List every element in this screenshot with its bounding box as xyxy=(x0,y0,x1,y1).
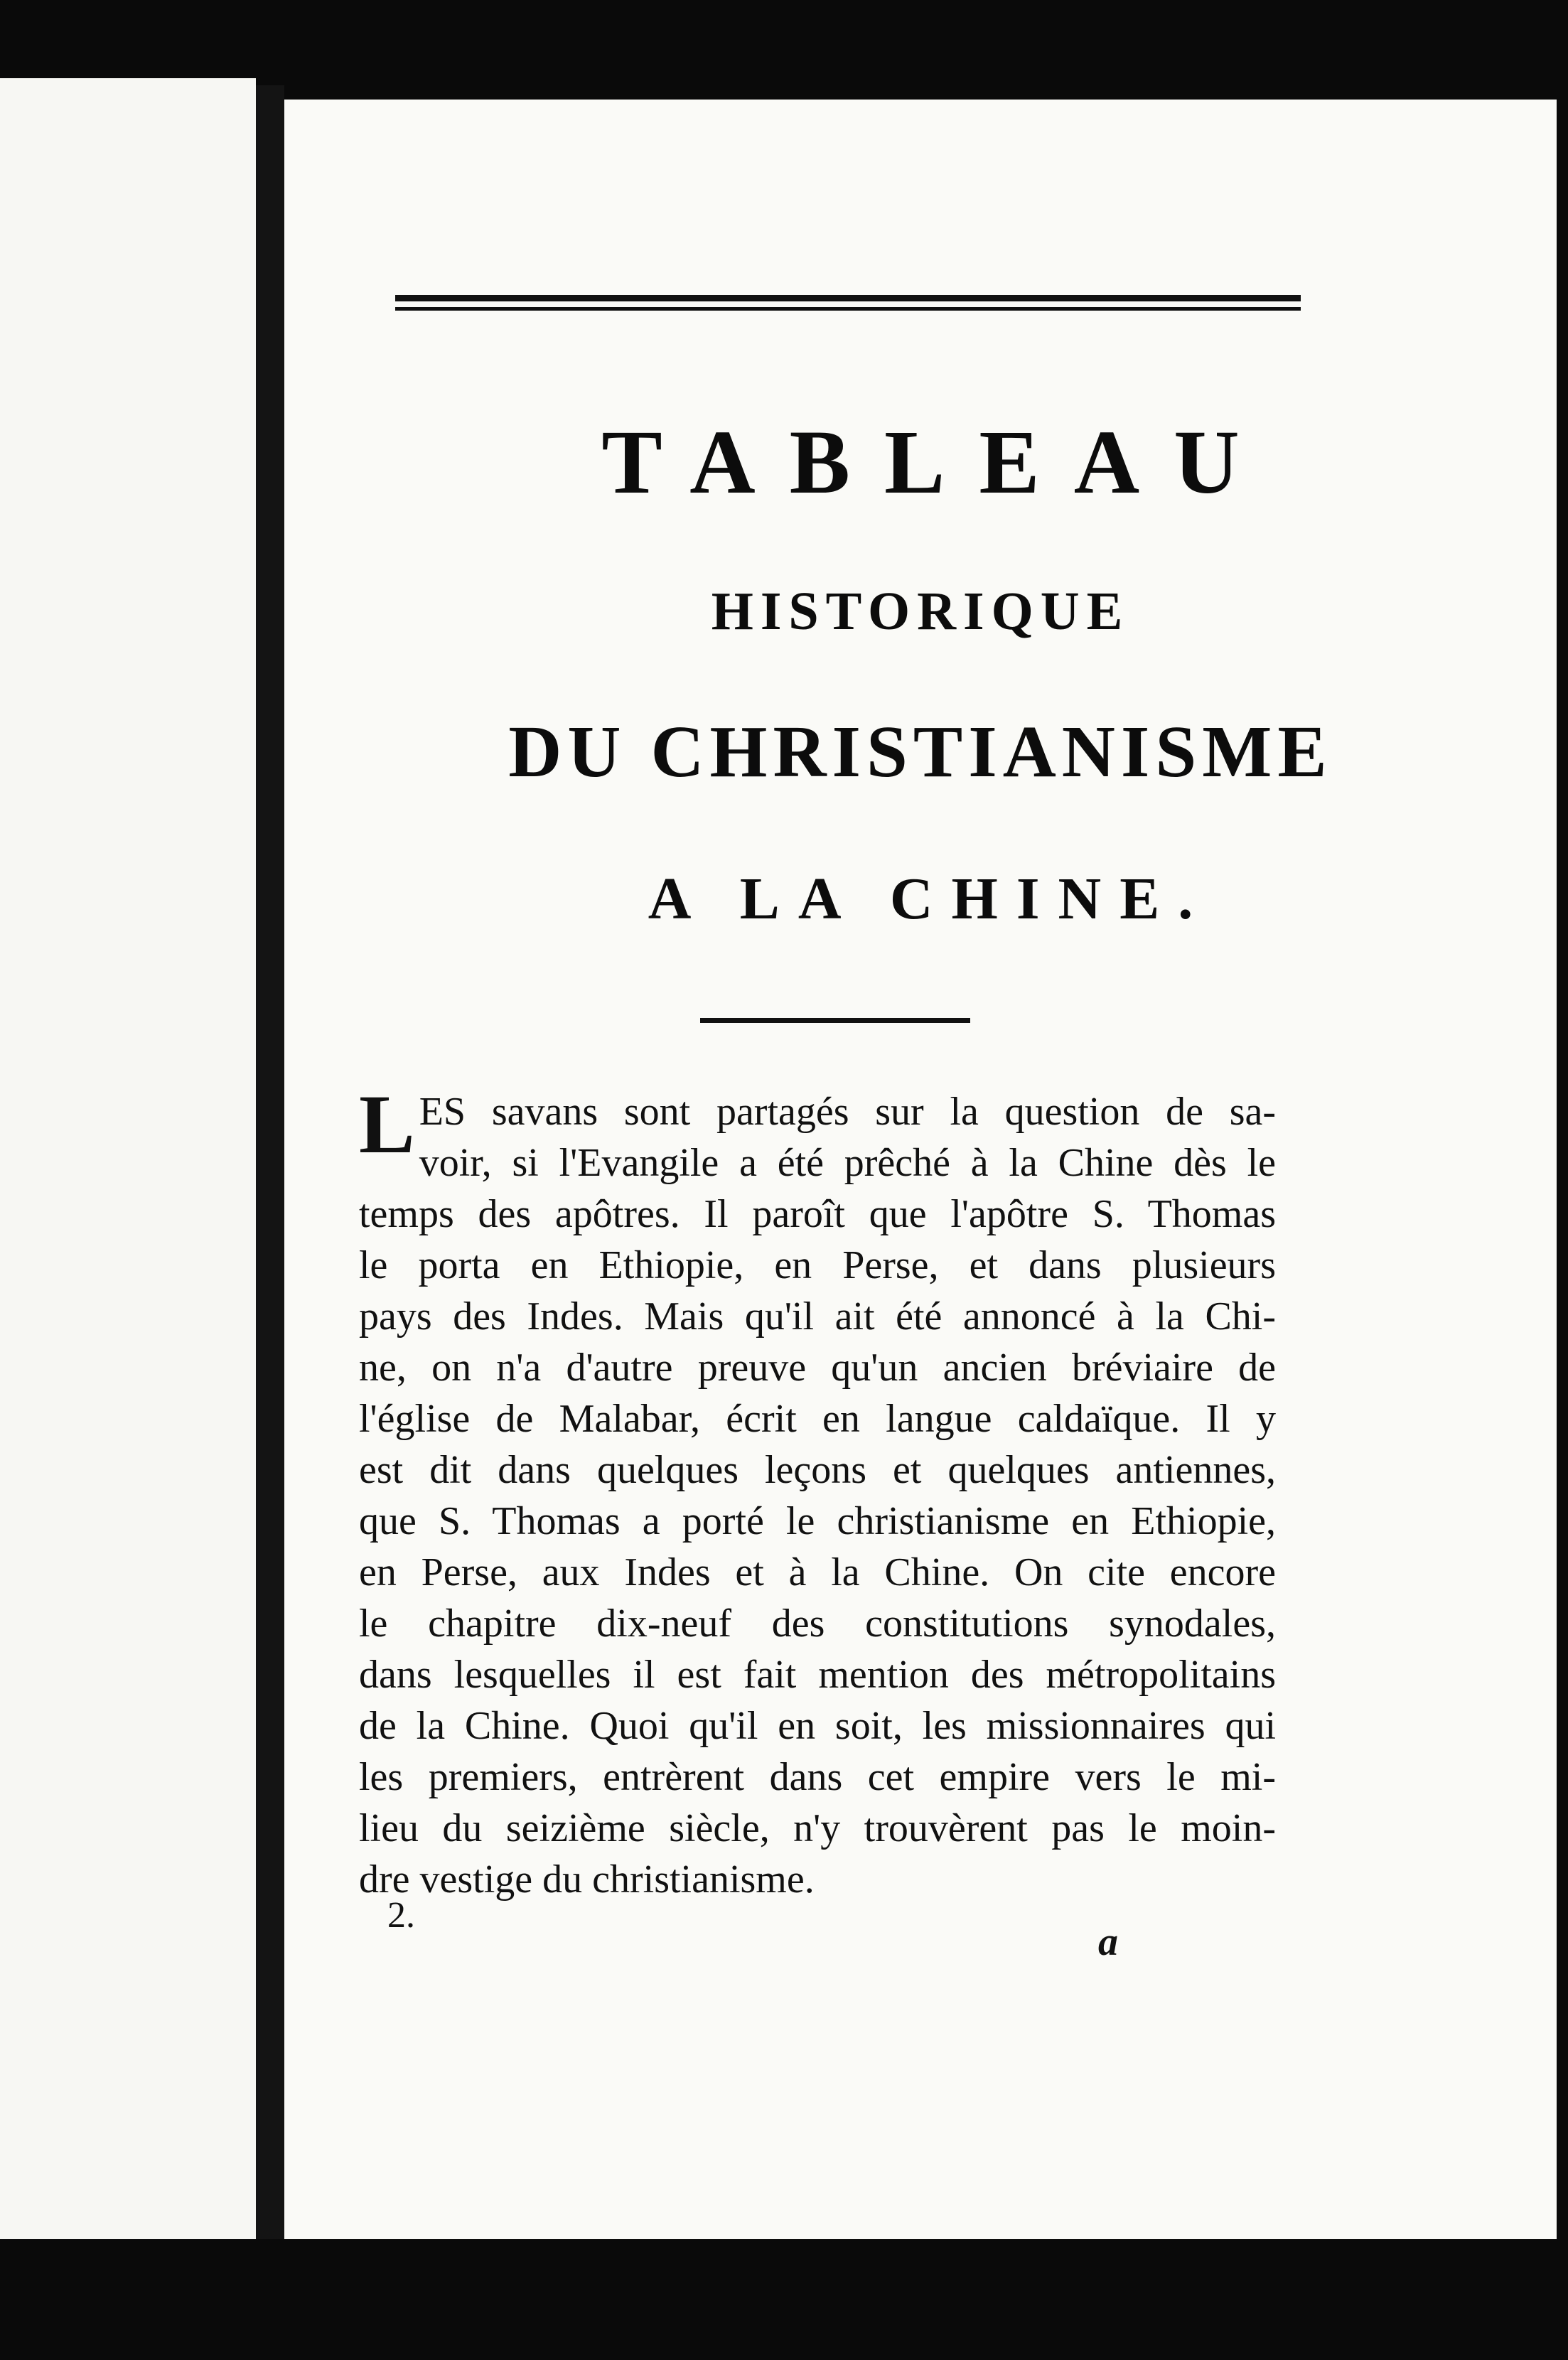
text-line: pays des Indes. Mais qu'il ait été annoncé à la Chi- xyxy=(359,1294,1276,1339)
signature-mark: a xyxy=(1098,1920,1118,1964)
text-line: ne, on n'a d'autre preuve qu'un ancien bréviaire de xyxy=(359,1346,1276,1390)
text-line: en Perse, aux Indes et à la Chine. On cite encore xyxy=(359,1550,1276,1594)
text-line: que S. Thomas a porté le christianisme en Ethiopie, xyxy=(359,1499,1276,1543)
text-line: le chapitre dix-neuf des constitutions synodales, xyxy=(359,1602,1276,1646)
title-line-3: DU CHRISTIANISME xyxy=(508,711,1333,793)
text-line: temps des apôtres. Il paroît que l'apôtre S. Thomas xyxy=(359,1192,1276,1236)
text-line: dre vestige du christianisme. xyxy=(359,1857,815,1902)
text-line: voir, si l'Evangile a été prêché à la Chine dès le xyxy=(419,1141,1276,1185)
text-line: lieu du seizième siècle, n'y trouvèrent pas le moin- xyxy=(359,1806,1276,1850)
drop-cap: L xyxy=(359,1078,415,1171)
facing-page-edge xyxy=(0,78,256,2239)
body-paragraph xyxy=(359,1078,1276,1905)
title-line-2: HISTORIQUE xyxy=(711,581,1130,641)
text-line: les premiers, entrèrent dans cet empire vers le mi- xyxy=(359,1755,1276,1799)
text-line: est dit dans quelques leçons et quelques antiennes, xyxy=(359,1448,1276,1492)
text-line: de la Chine. Quoi qu'il en soit, les missionnaires qui xyxy=(359,1704,1276,1748)
ornamental-rule-top xyxy=(395,295,1301,311)
text-line: dans lesquelles il est fait mention des métropolitains xyxy=(359,1653,1276,1697)
text-line: l'église de Malabar, écrit en langue caldaïque. Il y xyxy=(359,1397,1276,1441)
title-line-1: TABLEAU xyxy=(601,412,1274,513)
book-gutter xyxy=(256,85,284,2239)
text-line: ES savans sont partagés sur la question de sa- xyxy=(419,1090,1276,1134)
page-number: 2. xyxy=(387,1895,415,1936)
title-line-4: A LA CHINE. xyxy=(648,866,1212,932)
text-line: le porta en Ethiopie, en Perse, et dans plusieurs xyxy=(359,1243,1276,1287)
section-divider-rule xyxy=(700,1018,970,1023)
